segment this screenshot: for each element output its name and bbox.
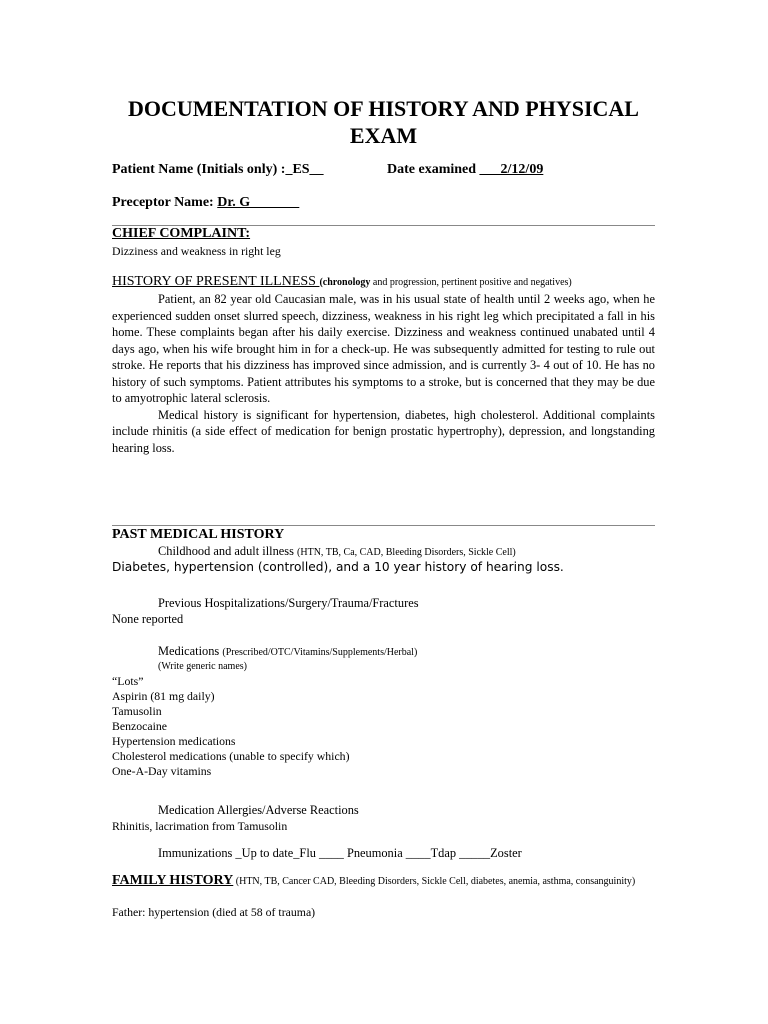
medications-row <box>158 644 417 659</box>
patient-name-row <box>112 162 324 178</box>
medication-item: Aspirin (81 mg daily) <box>112 689 215 703</box>
hpi-heading: HISTORY OF PRESENT ILLNESS <box>112 274 320 289</box>
hospitalization-text: None reported <box>112 612 184 626</box>
allergy-text: Rhinitis, lacrimation from Tamusolin <box>112 819 288 833</box>
family-father: Father: hypertension (died at 58 of trauma) <box>112 905 316 919</box>
hpi-subheading-bold: (chronology <box>319 277 371 288</box>
illness-label: Childhood and adult illness <box>158 544 298 558</box>
patient-name-value: _ES__ <box>285 162 324 177</box>
family-history-list: (HTN, TB, Cancer CAD, Bleeding Disorders, Sickle Cell, diabetes, anemia, asthma, consanguinity) <box>233 876 636 887</box>
medications-label: Medications <box>158 644 223 658</box>
family-history-heading: FAMILY HISTORY <box>112 873 234 888</box>
preceptor-value: Dr. G_______ <box>217 195 300 210</box>
divider <box>112 525 655 526</box>
hpi-paragraph-1: Patient, an 82 year old Caucasian male, was in his usual state of health until 2 weeks ago, when he experienced sudden onset slurred speech, dizziness, weakness in his right leg which precipitated a fall in his home. These complaints began after his daily exercise. Dizziness and weakness continued unabated until 4 days ago, when his wife brought him in for a check-up. He was subsequently admitted for testing to rule out stroke. He reports that his dizziness has improved since admission, and is currently 3- 4 out of 10. He has no history of such symptoms. Patient attributes his symptoms to a stroke, but is concerned that they may be due to amyotrophic lateral sclerosis. <box>112 292 655 405</box>
medication-item: Tamusolin <box>112 704 162 718</box>
hospitalization-label: Previous Hospitalizations/Surgery/Trauma/Fractures <box>158 596 419 610</box>
preceptor-row <box>112 195 299 211</box>
hpi-body <box>112 291 655 456</box>
medication-item: Hypertension medications <box>112 734 236 748</box>
preceptor-label: Preceptor Name: <box>112 195 218 210</box>
document-page <box>112 0 655 1024</box>
chief-complaint-heading: CHIEF COMPLAINT: <box>112 226 251 241</box>
immunizations-row: Immunizations _Up to date_Flu ____ Pneumonia ____Tdap _____Zoster <box>158 846 522 860</box>
date-examined-row <box>387 162 543 178</box>
family-history-heading-row <box>112 874 655 889</box>
date-examined-label: Date examined <box>387 162 480 177</box>
hpi-heading-row <box>112 274 572 290</box>
document-title: DOCUMENTATION OF HISTORY AND PHYSICAL EXAM <box>128 96 639 148</box>
illness-list: (HTN, TB, Ca, CAD, Bleeding Disorders, Sickle Cell) <box>297 547 516 558</box>
medications-note-generic: (Write generic names) <box>158 661 247 672</box>
pmh-heading: PAST MEDICAL HISTORY <box>112 527 285 542</box>
hpi-subheading: and progression, pertinent positive and negatives) <box>370 277 572 288</box>
medication-item: One-A-Day vitamins <box>112 764 212 778</box>
medication-item: Benzocaine <box>112 719 168 733</box>
medication-item: “Lots” <box>112 674 144 688</box>
illness-row <box>158 544 516 559</box>
illness-text: Diabetes, hypertension (controlled), and a 10 year history of hearing loss. <box>112 560 564 574</box>
hpi-paragraph-2: Medical history is significant for hypertension, diabetes, high cholesterol. Additional complaints include rhinitis (a side effect of medication for benign prostatic hypertrophy), depression, and longstanding hearing loss. <box>112 407 655 455</box>
medications-note: (Prescribed/OTC/Vitamins/Supplements/Herbal) <box>222 647 418 658</box>
allergy-label: Medication Allergies/Adverse Reactions <box>158 803 359 817</box>
patient-name-label: Patient Name (Initials only) : <box>112 162 286 177</box>
chief-complaint-text: Dizziness and weakness in right leg <box>112 244 281 258</box>
medication-item: Cholesterol medications (unable to specify which) <box>112 749 350 763</box>
date-examined-value: ___2/12/09 <box>479 162 544 177</box>
